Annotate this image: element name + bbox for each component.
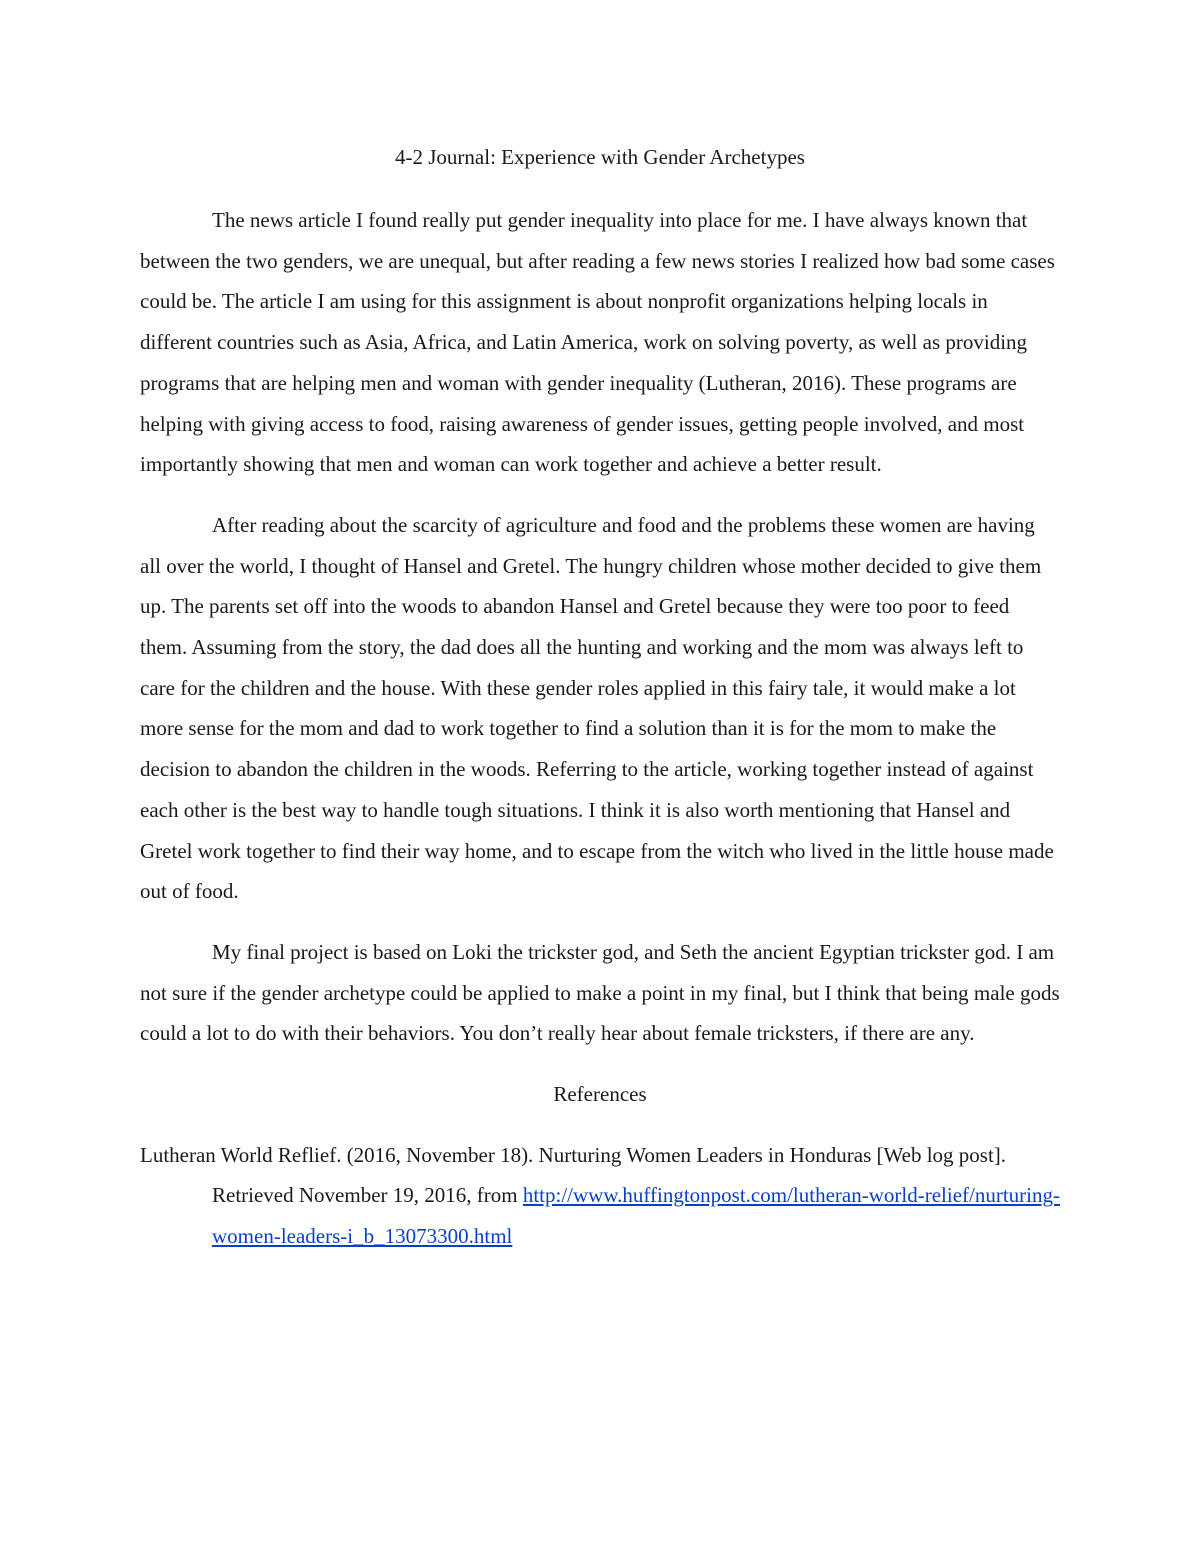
- paragraph-hansel-gretel: After reading about the scarcity of agriculture and food and the problems these women are having all over the world, I thought of Hansel and Gretel. The hungry children whose mother decided to give them up. The parents set off into the woods to abandon Hansel and Gretel because they were too poor to feed them. Assuming from the story, the dad does all the hunting and working and the mom was always left to care for the children and the house. With these gender roles applied in this fairy tale, it would make a lot more sense for the mom and dad to work together to find a solution than it is for the mom to make the decision to abandon the children in the woods. Referring to the article, working together instead of against each other is the best way to handle tough situations. I think it is also worth mentioning that Hansel and Gretel work together to find their way home, and to escape from the witch who lived in the little house made out of food.: [140, 512, 1054, 904]
- paragraph-spacer: [140, 485, 1060, 505]
- document-title: 4-2 Journal: Experience with Gender Archetypes: [395, 145, 805, 169]
- document-body: [140, 200, 1060, 1257]
- paragraph-spacer: [140, 912, 1060, 932]
- paragraph-final-project: My final project is based on Loki the trickster god, and Seth the ancient Egyptian trickster god. I am not sure if the gender archetype could be applied to make a point in my final, but I think that being male gods could a lot to do with their behaviors. You don’t really hear about female tricksters, if there are any.: [140, 939, 1060, 1046]
- reference-text: Lutheran World Reflief. (2016, November 18). Nurturing Women Leaders in Honduras [Web log post]. Retrieved November 19, 2016, from: [140, 1142, 1007, 1208]
- references-heading: References: [553, 1082, 647, 1107]
- reference-link[interactable]: http://www.huffingtonpost.com/lutheran-world-relief/nurturing-women-leaders-i_b_13073300.html: [212, 1183, 1060, 1249]
- reference-entry: [140, 1135, 1060, 1257]
- paragraph-news-article: The news article I found really put gender inequality into place for me. I have always known that between the two genders, we are unequal, but after reading a few news stories I realized how bad some cases could be. The article I am using for this assignment is about nonprofit organizations helping locals in different countries such as Asia, Africa, and Latin America, work on solving poverty, as well as providing programs that are helping men and woman with gender inequality (Lutheran, 2016). These programs are helping with giving access to food, raising awareness of gender issues, getting people involved, and most importantly showing that men and woman can work together and achieve a better result.: [140, 208, 1055, 477]
